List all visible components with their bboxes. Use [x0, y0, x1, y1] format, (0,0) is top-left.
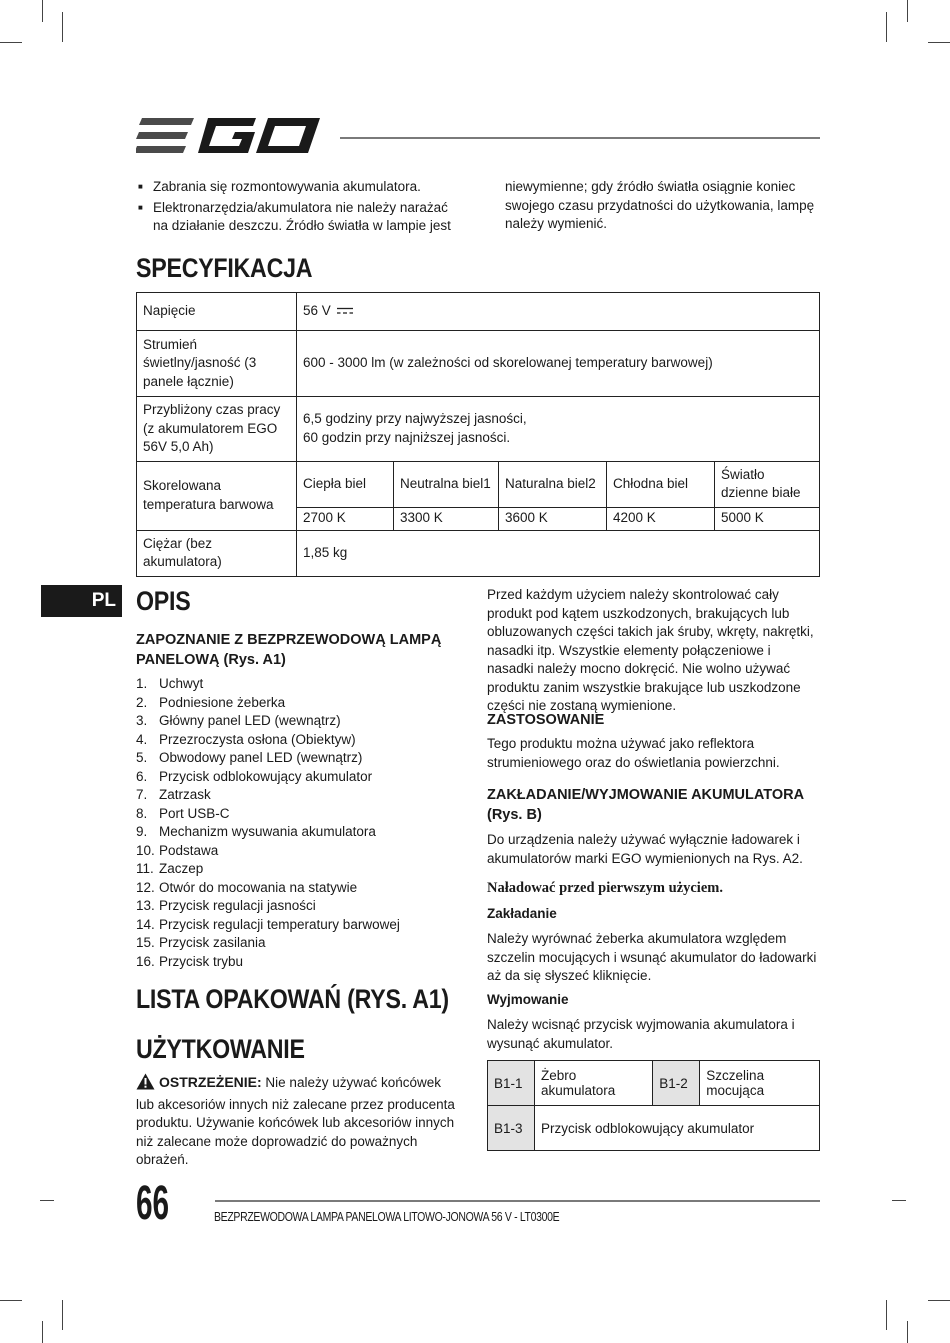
list-item: [136, 934, 466, 953]
part-label: Otwór do mocowania na statywie: [159, 879, 358, 895]
cct-name: Światło dzienne białe: [715, 461, 820, 507]
opis-subheading: ZAPOZNANIE Z BEZPRZEWODOWĄ LAMPĄ PANELOWĄ (Rys. A1): [136, 632, 442, 668]
spec-table: [136, 292, 820, 577]
spec-value: 1,85 kg: [297, 530, 820, 576]
cct-name: Naturalna biel2: [499, 461, 607, 507]
spec-value: [297, 397, 820, 462]
side-mark: [40, 1200, 54, 1201]
warning-text: Nie należy używać końcówek lub akcesoriów innych niż zalecane przez producenta produktu. Używanie końcówek lub akcesoriów innych niż zalecane może doprowadzić do poważnych obrażeń.: [136, 1075, 455, 1167]
header-rule: [340, 137, 820, 139]
part-number: 3.: [136, 713, 148, 728]
packing-heading: LISTA OPAKOWAŃ (RYS. A1): [136, 984, 449, 1014]
part-number: 12.: [136, 879, 155, 895]
legend-label: Przycisk odblokowujący akumulator: [535, 1106, 820, 1151]
table-row: [137, 293, 820, 331]
cct-value: 2700 K: [297, 507, 394, 530]
spec-label: Ciężar (bez akumulatora): [137, 530, 297, 576]
crop-mark: [62, 12, 63, 42]
part-number: 5.: [136, 750, 148, 765]
opis-heading: OPIS: [136, 586, 191, 616]
list-item: ■ Elektronarzędzia/akumulatora nie należy narażać na działanie deszczu. Źródło światła w lampie jest: [136, 199, 456, 236]
language-tab: PL: [41, 585, 122, 617]
part-number: 15.: [136, 935, 155, 950]
part-number: 1.: [136, 676, 148, 691]
crop-mark: [42, 1321, 43, 1343]
part-number: 9.: [136, 824, 148, 839]
legend-code: B1-1: [488, 1061, 535, 1106]
list-item: [136, 749, 466, 768]
table-row: [137, 461, 820, 507]
part-label: Przycisk zasilania: [159, 935, 266, 950]
cct-name: Ciepła biel: [297, 461, 394, 507]
intro-bullet-list: [136, 178, 456, 238]
warning-label: OSTRZEŻENIE:: [159, 1074, 262, 1090]
cct-value: 4200 K: [607, 507, 715, 530]
crop-mark: [907, 1321, 908, 1343]
list-item: [136, 768, 466, 787]
spec-label: Strumień świetlny/jasność (3 panele łącznie): [137, 331, 297, 397]
b1-legend-table: [487, 1060, 820, 1151]
runtime-line: 6,5 godziny przy najwyższej jasności,: [303, 411, 527, 427]
legend-label: Szczelina mocująca: [700, 1061, 820, 1106]
crop-mark: [0, 42, 22, 43]
zakladanie-wyjmowanie-text: Do urządzenia należy używać wyłącznie ładowarek i akumulatorów marki EGO wymienionych na Rys. A2.: [487, 832, 803, 866]
list-item: [136, 805, 466, 824]
part-label: Przycisk regulacji temperatury barwowej: [159, 916, 400, 932]
part-label: Zaczep: [159, 861, 204, 876]
part-label: Podstawa: [159, 842, 219, 858]
part-number: 13.: [136, 898, 155, 913]
list-item: [136, 860, 466, 879]
parts-list: [136, 675, 466, 971]
spec-label: Skorelowana temperatura barwowa: [137, 461, 297, 530]
part-number: 6.: [136, 768, 148, 784]
list-item: [136, 694, 466, 713]
crop-mark: [907, 0, 908, 22]
voltage-value: 56 V: [303, 303, 331, 319]
part-number: 16.: [136, 953, 155, 969]
part-number: 2.: [136, 694, 148, 710]
list-item: [136, 731, 466, 750]
usage-heading: UŻYTKOWANIE: [136, 1034, 305, 1064]
part-number: 11.: [136, 861, 154, 876]
cct-value: 3300 K: [394, 507, 499, 530]
part-label: Port USB-C: [159, 805, 230, 821]
part-label: Przezroczysta osłona (Obiektyw): [159, 731, 356, 747]
part-label: Podniesione żeberka: [159, 694, 286, 710]
spec-value: [297, 293, 820, 331]
part-label: Główny panel LED (wewnątrz): [159, 713, 341, 728]
part-number: 4.: [136, 731, 148, 747]
crop-mark: [0, 1300, 22, 1301]
zakladanie-subheading: Zakładanie: [487, 906, 557, 921]
footer-rule: [215, 1200, 820, 1202]
legend-code: B1-3: [488, 1106, 535, 1151]
zakladanie-wyjmowanie-heading: ZAKŁADANIE/WYJMOWANIE AKUMULATORA (Rys. B): [487, 787, 804, 823]
legend-label: Żebro akumulatora: [535, 1061, 653, 1106]
wyjmowanie-text: Należy wcisnąć przycisk wyjmowania akumulatora i wysunąć akumulator.: [487, 1017, 795, 1051]
zakladanie-text: Należy wyrównać żeberka akumulatora względem szczelin mocujących i wsunąć akumulator do ładowarki aż da się słyszeć kliknięcie.: [487, 931, 817, 983]
part-label: Zatrzask: [159, 787, 211, 802]
spec-label: Napięcie: [137, 293, 297, 331]
intro-continuation: niewymienne; gdy źródło światła osiągnie koniec swojego czasu przydatności do użytkowania, lampę należy wymienić.: [505, 179, 815, 231]
cct-name: Chłodna biel: [607, 461, 715, 507]
spec-heading: SPECYFIKACJA: [136, 253, 313, 283]
crop-mark: [928, 1300, 950, 1301]
warning-block: [136, 1073, 458, 1170]
table-row: [488, 1106, 820, 1151]
cct-name: Neutralna biel1: [394, 461, 499, 507]
list-item: [136, 786, 466, 805]
table-row: [137, 331, 820, 397]
legend-code: B1-2: [653, 1061, 700, 1106]
part-label: Obwodowy panel LED (wewnątrz): [159, 750, 363, 765]
table-row: [488, 1061, 820, 1106]
zastosowanie-text: Tego produktu można używać jako reflektora strumieniowego oraz do oświetlania powierzchni.: [487, 736, 780, 770]
zastosowanie-heading: ZASTOSOWANIE: [487, 712, 605, 728]
ego-logo: [136, 116, 320, 158]
side-mark: [892, 1200, 906, 1201]
list-item: [136, 916, 466, 935]
crop-mark: [886, 12, 887, 42]
crop-mark: [886, 1300, 887, 1330]
spec-label: Przybliżony czas pracy (z akumulatorem EGO 56V 5,0 Ah): [137, 397, 297, 462]
list-item: [136, 953, 466, 972]
part-number: 14.: [136, 916, 155, 932]
part-label: Przycisk regulacji jasności: [159, 898, 316, 913]
list-item: [136, 712, 466, 731]
footer-title: BEZPRZEWODOWA LAMPA PANELOWA LITOWO-JONOWA 56 V - LT0300E: [214, 1210, 560, 1224]
charge-heading: Naładować przed pierwszym użyciem.: [487, 880, 723, 896]
cct-value: 5000 K: [715, 507, 820, 530]
list-item: [136, 897, 466, 916]
crop-mark: [928, 42, 950, 43]
part-label: Przycisk odblokowujący akumulator: [159, 768, 373, 784]
table-row: [137, 530, 820, 576]
table-row: [137, 397, 820, 462]
list-item: ■ Zabrania się rozmontowywania akumulatora.: [136, 178, 456, 197]
crop-mark: [42, 0, 43, 22]
inspection-paragraph: Przed każdym użyciem należy skontrolować cały produkt pod kątem uszkodzonych, brakujących lub obluzowanych części takich jak śruby, wkręty, nakrętki, nasadki itp. Wszystkie elementy połączeniowe i nasadki należy mocno dokręcić. Nie wolno używać produktu zanim wszystkie brakujące lub uszkodzone części nie zostaną wymienione.: [487, 587, 814, 713]
list-item: [136, 842, 466, 861]
part-number: 7.: [136, 787, 148, 802]
list-item: [136, 823, 466, 842]
wyjmowanie-subheading: Wyjmowanie: [487, 992, 569, 1007]
part-label: Uchwyt: [159, 676, 204, 691]
page-number: 66: [136, 1177, 170, 1230]
dc-symbol-icon: [337, 302, 353, 321]
part-number: 8.: [136, 805, 148, 821]
runtime-line: 60 godzin przy najniższej jasności.: [303, 429, 511, 445]
list-item: [136, 879, 466, 898]
crop-mark: [62, 1300, 63, 1330]
part-label: Przycisk trybu: [159, 953, 244, 969]
spec-value: 600 - 3000 lm (w zależności od skorelowanej temperatury barwowej): [297, 331, 820, 397]
warning-icon: [136, 1073, 155, 1096]
list-item: [136, 675, 466, 694]
part-number: 10.: [136, 842, 155, 858]
cct-value: 3600 K: [499, 507, 607, 530]
part-label: Mechanizm wysuwania akumulatora: [159, 824, 376, 839]
